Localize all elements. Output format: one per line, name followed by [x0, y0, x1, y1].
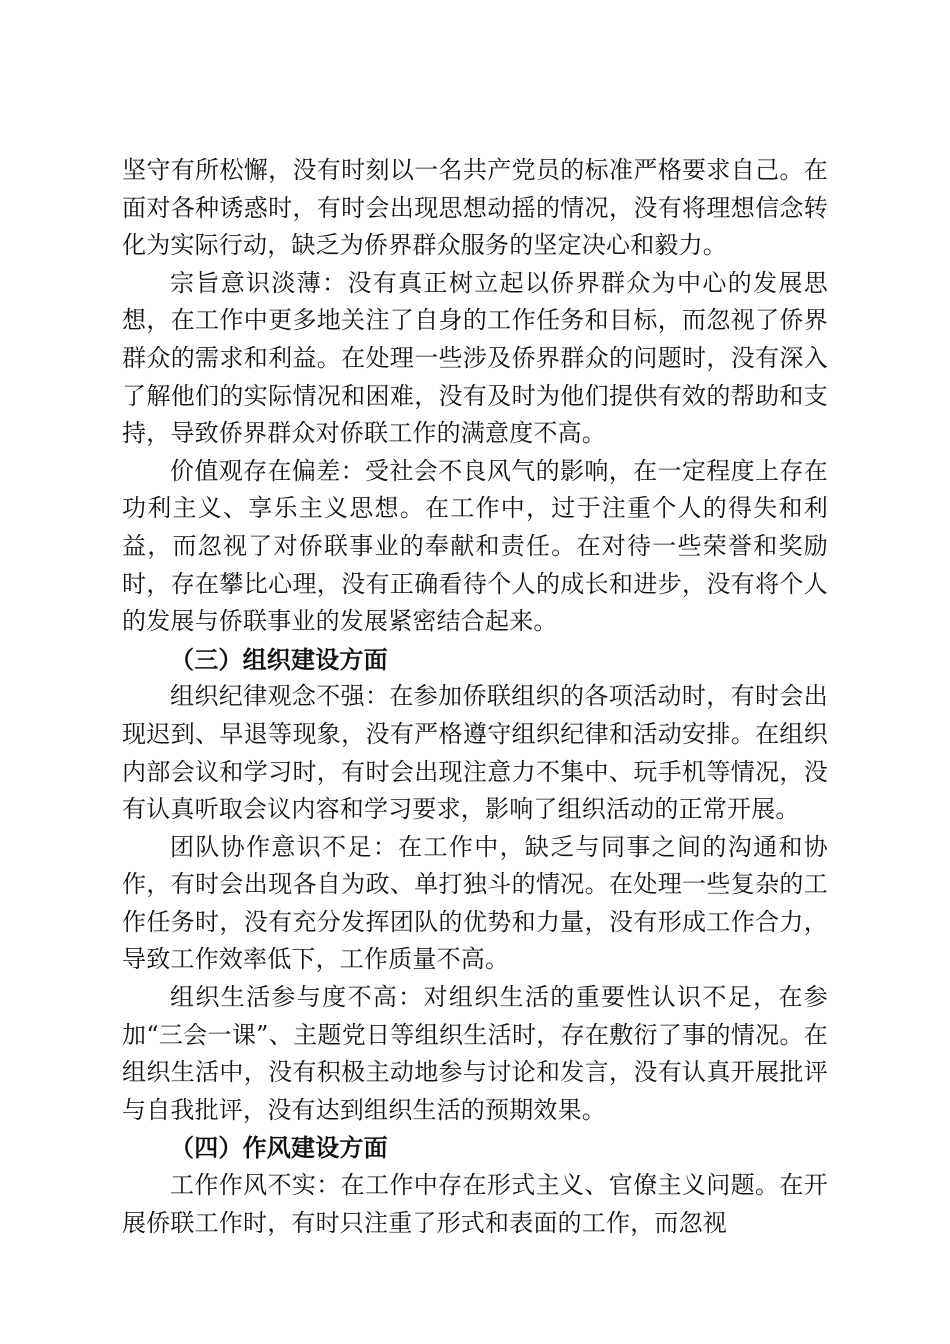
paragraph-values-deviation: 价值观存在偏差：受社会不良风气的影响，在一定程度上存在功利主义、享乐主义思想。在工作中，过于注重个人的得失和利益，而忽视了对侨联事业的奉献和责任。在对待一些荣誉和奖励时，存在攀比心理，没有正确看待个人的成长和进步，没有将个人的发展与侨联事业的发展紧密结合起来。 [122, 456, 828, 636]
paragraph-teamwork: 团队协作意识不足：在工作中，缺乏与同事之间的沟通和协作，有时会出现各自为政、单打独斗的情况。在处理一些复杂的工作任务时，没有充分发挥团队的优势和力量，没有形成工作合力，导致工作效率低下，工作质量不高。 [122, 832, 828, 974]
paragraph-organization-life: 组织生活参与度不高：对组织生活的重要性认识不足，在参加“三会一课”、主题党日等组织生活时，存在敷衍了事的情况。在组织生活中，没有积极主动地参与讨论和发言，没有认真开展批评与自我批评，没有达到组织生活的预期效果。 [122, 983, 828, 1124]
document-page [122, 152, 828, 1242]
paragraph-continued: 坚守有所松懈，没有时刻以一名共产党员的标准严格要求自己。在面对各种诱惑时，有时会出现思想动摇的情况，没有将理想信念转化为实际行动，缺乏为侨界群众服务的坚定决心和毅力。 [122, 156, 828, 260]
paragraph-purpose-awareness: 宗旨意识淡薄：没有真正树立起以侨界群众为中心的发展思想，在工作中更多地关注了自身的工作任务和目标，而忽视了侨界群众的需求和利益。在处理一些涉及侨界群众的问题时，没有深入了解他们的实际情况和困难，没有及时为他们提供有效的帮助和支持，导致侨界群众对侨联工作的满意度不高。 [122, 268, 828, 448]
paragraph-discipline: 组织纪律观念不强：在参加侨联组织的各项活动时，有时会出现迟到、早退等现象，没有严格遵守组织纪律和活动安排。在组织内部会议和学习时，有时会出现注意力不集中、玩手机等情况，没有认真听取会议内容和学习要求，影响了组织活动的正常开展。 [122, 682, 828, 824]
section-heading-work-style: （四）作风建设方面 [170, 1133, 388, 1163]
section-heading-organization: （三）组织建设方面 [170, 644, 388, 674]
paragraph-work-style: 工作作风不实：在工作中存在形式主义、官僚主义问题。在开展侨联工作时，有时只注重了形式和表面的工作，而忽视 [122, 1171, 828, 1237]
